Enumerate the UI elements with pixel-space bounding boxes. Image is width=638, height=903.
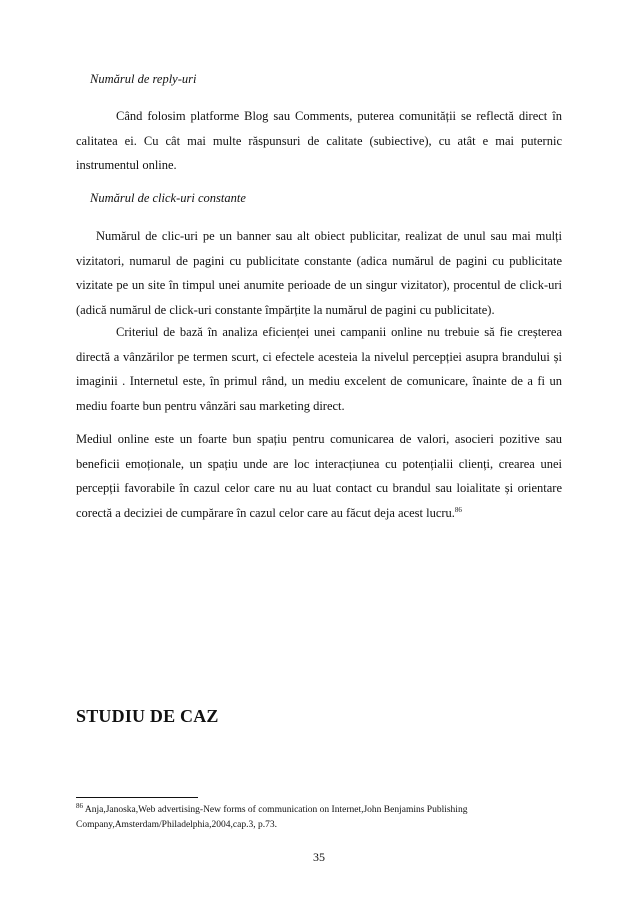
footnote-divider xyxy=(76,797,198,798)
footnote xyxy=(76,803,556,833)
paragraph-online xyxy=(76,427,562,525)
paragraph-criteria: Criteriul de bază în analiza eficienței unei campanii online nu trebuie să fie creșterea directă a vânzărilor pe termen scurt, ci efectele acesteia la nivelul percepției asupra brandului și imaginii . Internetul este, în primul rând, un mediu excelent de comunicare, înainte de a fi un mediu foarte bun pentru vânzări sau marketing direct. xyxy=(76,325,562,413)
page-number: 35 xyxy=(313,850,325,864)
paragraph-clicks: Numărul de clic-uri pe un banner sau alt obiect publicitar, realizat de unul sau mai mulți vizitatori, numarul de pagini cu publicitate constante (adica numărul de pagini cu publicitate vizitate pe un site în timpul unei anumite perioade de un singur vizitator), procentul de click-uri (adică numărul de click-uri constante împărțite la numărul de pagini cu publicitate). xyxy=(76,229,562,317)
footnote-number: 86 xyxy=(76,801,83,810)
subheading-clicks: Numărul de click-uri constante xyxy=(90,191,246,205)
section-title: STUDIU DE CAZ xyxy=(76,706,219,726)
paragraph-replies: Când folosim platforme Blog sau Comments, puterea comunității se reflectă direct în calitatea ei. Cu cât mai multe răspunsuri de calitate (subiective), cu atât e mai puternic instrumentul online. xyxy=(76,109,562,172)
subheading-replies: Numărul de reply-uri xyxy=(90,72,197,86)
footnote-text: Anja,Janoska,Web advertising-New forms of communication on Internet,John Benjamins Publishing Company,Amsterdam/Philadelphia,2004,cap.3, p.73. xyxy=(76,805,468,830)
footnote-reference[interactable]: 86 xyxy=(454,505,462,514)
paragraph-online-text: Mediul online este un foarte bun spațiu pentru comunicarea de valori, asocieri pozitive sau beneficii emoționale, un spațiu unde are loc interacțiunea cu potențialii clienți, crearea unei percepții favorabile în cazul celor care nu au luat contact cu brandul sau loialitate și orientare corectă a deciziei de cumpărare în cazul celor care au făcut deja acest lucru. xyxy=(76,432,562,520)
